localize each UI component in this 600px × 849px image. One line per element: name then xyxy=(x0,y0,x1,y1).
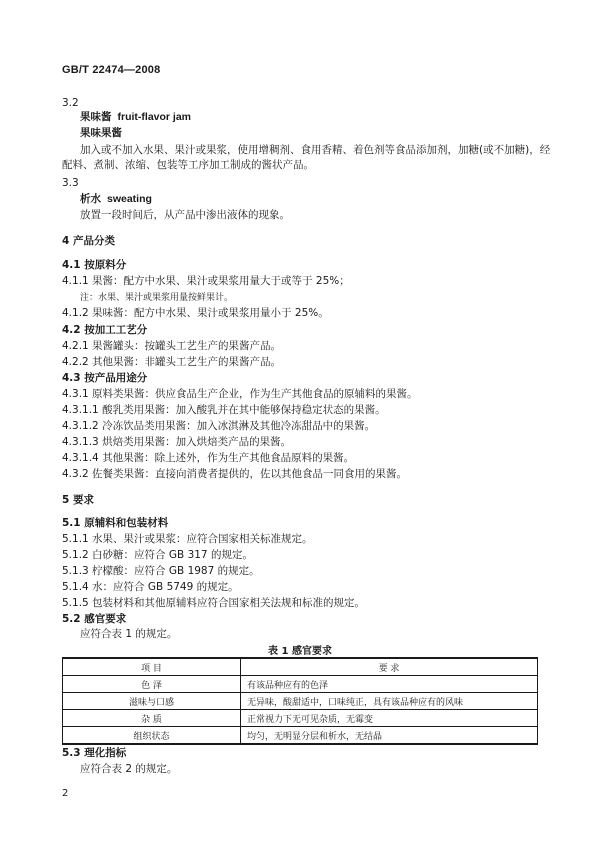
term-english: sweating xyxy=(107,193,152,205)
table-cell-requirement: 有该品种应有的色泽 xyxy=(241,676,538,693)
table-header-item: 项 目 xyxy=(63,658,241,676)
clause-5-1-heading: 5.1 原辅料和包装材料 xyxy=(62,517,169,529)
clause-4-2-2: 4.2.2 其他果酱：非罐头工艺生产的果酱产品。 xyxy=(62,356,282,368)
table-cell-item: 组织状态 xyxy=(63,727,241,745)
clause-3-2-definition-line1: 加入或不加入水果、果汁或果浆，使用增稠剂、食用香精、着色剂等食品添加剂，加糖(或不加糖)，经 xyxy=(80,144,551,156)
clause-5-1-4: 5.1.4 水：应符合 GB 5749 的规定。 xyxy=(62,581,239,593)
clause-5-3-heading: 5.3 理化指标 xyxy=(62,747,127,759)
clause-4-3-1-1: 4.3.1.1 酸乳类用果酱：加入酸乳并在其中能够保持稳定状态的果酱。 xyxy=(62,404,386,416)
table-row xyxy=(63,693,538,710)
clause-4-3-1-3: 4.3.1.3 烘焙类用果酱：加入烘焙类产品的果酱。 xyxy=(62,436,292,448)
clause-4-3-1-2: 4.3.1.2 冷冻饮品类用果酱：加入冰淇淋及其他冷冻甜品中的果酱。 xyxy=(62,420,376,432)
section-4-heading: 4 产品分类 xyxy=(62,235,115,247)
table-cell-requirement: 正常视力下无可见杂质，无霉变 xyxy=(241,710,538,727)
clause-5-1-2: 5.1.2 白砂糖：应符合 GB 317 的规定。 xyxy=(62,549,253,561)
clause-5-1-1: 5.1.1 水果、果汁或果浆：应符合国家相关标准规定。 xyxy=(62,533,313,545)
clause-3-3-term xyxy=(80,192,152,206)
table-header-requirement: 要 求 xyxy=(241,658,538,676)
term-english: fruit-flavor jam xyxy=(117,111,192,123)
clause-4-1-1-note: 注：水果、果汁或果浆用量按鲜果计。 xyxy=(80,293,234,303)
clause-4-3-1-4: 4.3.1.4 其他果酱：除上述外，作为生产其他食品原料的果酱。 xyxy=(62,452,355,464)
table-cell-item: 杂 质 xyxy=(63,710,241,727)
term-chinese: 析水 xyxy=(80,193,101,205)
section-5-heading: 5 要求 xyxy=(62,494,94,506)
clause-5-2-text: 应符合表 1 的规定。 xyxy=(80,628,178,640)
clause-4-3-1: 4.3.1 原料类果酱：供应食品生产企业，作为生产其他食品的原辅料的果酱。 xyxy=(62,388,418,400)
standard-code-header: GB/T 22474—2008 xyxy=(62,64,161,76)
clause-4-3-heading: 4.3 按产品用途分 xyxy=(62,372,148,384)
table-row xyxy=(63,727,538,745)
term-chinese: 果味酱 xyxy=(80,111,112,123)
clause-3-3-definition: 放置一段时间后，从产品中渗出液体的现象。 xyxy=(80,209,290,221)
clause-3-3-number: 3.3 xyxy=(62,177,79,189)
table-1-sensory-requirements xyxy=(62,657,538,745)
table-cell-item: 色 泽 xyxy=(63,676,241,693)
clause-4-3-2: 4.3.2 佐餐类果酱：直接向消费者提供的，佐以其他食品一同食用的果酱。 xyxy=(62,468,408,480)
clause-3-2-term xyxy=(80,110,191,124)
clause-4-1-1: 4.1.1 果酱：配方中水果、果汁或果浆用量大于或等于 25%； xyxy=(62,275,350,287)
clause-4-1-heading: 4.1 按原料分 xyxy=(62,259,127,271)
table-row xyxy=(63,710,538,727)
clause-3-2-definition-line2: 配料、煮制、浓缩、包装等工序加工制成的酱状产品。 xyxy=(62,159,314,171)
clause-5-1-3: 5.1.3 柠檬酸：应符合 GB 1987 的规定。 xyxy=(62,565,260,577)
clause-3-2-number: 3.2 xyxy=(62,97,79,109)
clause-5-3-text: 应符合表 2 的规定。 xyxy=(80,763,178,775)
clause-4-2-1: 4.2.1 果酱罐头：按罐头工艺生产的果酱产品。 xyxy=(62,340,282,352)
table-cell-requirement: 均匀，无明显分层和析水，无结晶 xyxy=(241,727,538,745)
clause-4-2-heading: 4.2 按加工工艺分 xyxy=(62,324,148,336)
clause-5-1-5: 5.1.5 包装材料和其他原辅料应符合国家相关法规和标准的规定。 xyxy=(62,597,366,609)
clause-3-2-alt-term: 果味果酱 xyxy=(80,127,122,139)
clause-4-1-2: 4.1.2 果味酱：配方中水果、果汁或果浆用量小于 25%。 xyxy=(62,307,329,319)
table-1-caption: 表 1 感官要求 xyxy=(268,646,332,657)
table-cell-requirement: 无异味，酸甜适中，口味纯正，具有该品种应有的风味 xyxy=(241,693,538,710)
page-number: 2 xyxy=(62,788,69,799)
table-header-row xyxy=(63,658,538,676)
clause-5-2-heading: 5.2 感官要求 xyxy=(62,613,127,625)
table-row xyxy=(63,676,538,693)
table-cell-item: 滋味与口感 xyxy=(63,693,241,710)
